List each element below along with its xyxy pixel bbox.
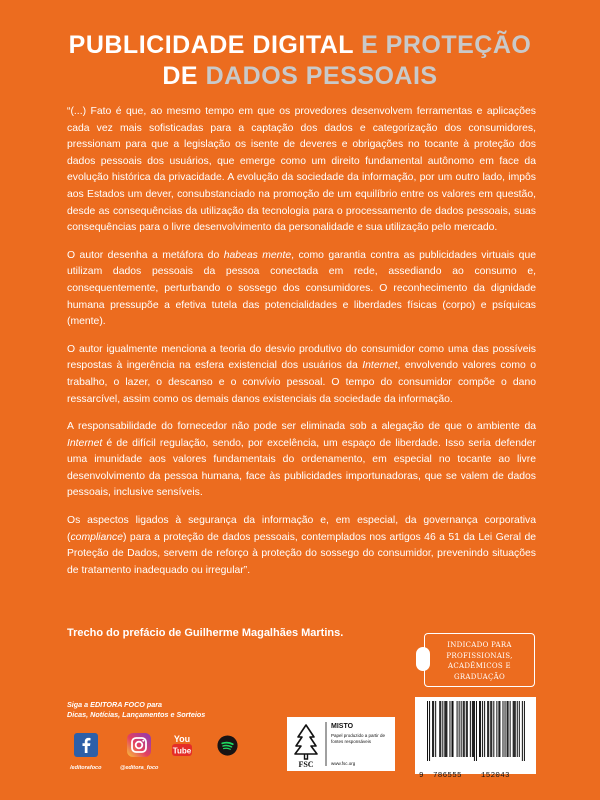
facebook-link[interactable] bbox=[70, 733, 101, 771]
barcode-bars bbox=[415, 697, 536, 761]
barcode-bar bbox=[505, 701, 506, 757]
title-line1-gray: E PROTEÇÃO bbox=[361, 31, 532, 59]
title-line2-white: DE bbox=[162, 62, 199, 90]
barcode-bar bbox=[446, 701, 447, 757]
barcode-bar bbox=[464, 701, 465, 757]
fsc-certification-label bbox=[287, 717, 395, 771]
spotify-link[interactable] bbox=[217, 735, 238, 761]
barcode-digit-lead: 9 bbox=[419, 772, 424, 780]
barcode-bar bbox=[427, 701, 428, 761]
excerpt-credit: Trecho do prefácio de Guilherme Magalhães Martins. bbox=[67, 627, 344, 639]
barcode-bar bbox=[519, 701, 520, 757]
follow-line-2: Dicas, Notícias, Lançamentos e Sorteios bbox=[67, 710, 206, 719]
paragraph-5-italic: compliance bbox=[70, 531, 124, 543]
paragraph-4-text-a: A responsabilidade do fornecedor não pode ser eliminada sob a alegação de que o ambiente da bbox=[67, 421, 536, 433]
youtube-icon bbox=[171, 732, 193, 758]
instagram-icon bbox=[127, 733, 151, 757]
paragraph-5-text-a: Os aspectos ligados à segurança da informação e, em especial, da governança corporativa ( bbox=[67, 515, 536, 543]
svg-text:You: You bbox=[173, 734, 191, 744]
spotify-icon bbox=[217, 735, 238, 756]
barcode-bar bbox=[453, 701, 454, 757]
title-line1-white: PUBLICIDADE DIGITAL bbox=[68, 31, 354, 59]
barcode-bar bbox=[444, 701, 445, 757]
barcode-bar bbox=[496, 701, 497, 757]
paragraph-5 bbox=[67, 513, 536, 579]
follow-text bbox=[67, 700, 205, 720]
facebook-label: /editorafoco bbox=[70, 765, 102, 771]
paragraph-3 bbox=[67, 342, 536, 408]
barcode-bar bbox=[476, 701, 477, 761]
barcode-bar bbox=[435, 701, 436, 757]
barcode-bar bbox=[445, 701, 446, 757]
barcode-bar bbox=[451, 701, 452, 757]
barcode-bar bbox=[490, 701, 491, 757]
barcode-bar bbox=[508, 701, 509, 757]
barcode-group-1: 786555 bbox=[433, 772, 462, 780]
barcode-bar bbox=[522, 701, 523, 761]
barcode-bar bbox=[459, 701, 460, 757]
barcode-bar bbox=[461, 701, 462, 757]
youtube-link[interactable] bbox=[171, 732, 193, 763]
barcode-bar bbox=[449, 701, 450, 757]
paragraph-5-text-b: ) para a proteção de dados pessoais, contemplados nos artigos 46 a 51 da Lei Geral de Proteção de Dados, servem de reforço à proteção do sossego do consumidor, prevenindo situações de tratamento inadequado ou irregular”. bbox=[67, 531, 536, 576]
barcode-bar bbox=[491, 701, 492, 757]
paragraph-1-text: “(...) Fato é que, ao mesmo tempo em que os provedores desenvolvem ferramentas e aplicações cada vez mais sofisticadas para a captação dos dados e categorização dos consumidores, pressionam para que a legislação os isente de deveres e obrigações no tocante à proteção dos dados pessoais dos usuários, que emerge como um direito fundamental autônomo em face da evolução histórica da privacidade. A evolução da sociedade da informação, por um outro lado, impôs aos Estados um dever, consubstanciado na promoção de um equilíbrio entre os valores em questão, desde as consequências da utilização da tecnologia para o processamento de dados pessoais, suas consequências para o livre desenvolvimento da personalidade e sua utilização pelo mercado. bbox=[67, 106, 536, 234]
barcode-bar bbox=[439, 701, 440, 757]
indicado-line-4: GRADUAÇÃO bbox=[453, 672, 506, 681]
indicado-line-2: PROFISSIONAIS, bbox=[446, 651, 513, 660]
barcode-bar bbox=[498, 701, 499, 757]
fsc-description: Papel produzido a partir de fontes responsáveis bbox=[331, 733, 386, 744]
indicado-line-3: ACADÊMICOS E bbox=[448, 662, 511, 670]
barcode-bar bbox=[514, 701, 515, 757]
barcode-bar bbox=[474, 701, 475, 761]
paragraph-3-italic: Internet bbox=[362, 360, 398, 372]
paragraph-2-italic: habeas mente bbox=[223, 249, 292, 261]
barcode-bar bbox=[472, 701, 473, 757]
paragraph-3-text-a: O autor igualmente menciona a teoria do desvio produtivo do consumidor como uma das possíveis respostas à ingerência na esfera existencial dos usuários da bbox=[67, 343, 536, 372]
barcode-bar bbox=[457, 701, 458, 757]
barcode-bar bbox=[499, 701, 500, 757]
indicado-box bbox=[424, 633, 535, 687]
instagram-link[interactable] bbox=[120, 733, 158, 771]
facebook-icon bbox=[74, 733, 98, 757]
barcode-bar bbox=[517, 701, 518, 757]
title-line2-gray: DADOS PESSOAIS bbox=[205, 62, 438, 90]
paragraph-2-text-b: , como garantia contra as publicidades virtuais que utilizam dados pessoais da pessoa conectada em rede, assediando ao consumo e, consequentemente, perturbando o sossego dos consumidores. O reconhecimento da dignidade humana pressupõe a efetiva tutela das potencialidades e liberdades físicas (corpo) e psíquicas (mente). bbox=[67, 249, 537, 328]
barcode-bar bbox=[433, 701, 434, 757]
follow-line-1: Siga a EDITORA FOCO para bbox=[67, 700, 163, 709]
barcode-bar bbox=[440, 701, 441, 757]
barcode-bar bbox=[502, 701, 503, 757]
barcode-bar bbox=[493, 701, 494, 757]
paragraph-4 bbox=[67, 419, 536, 502]
barcode-bar bbox=[432, 701, 433, 757]
barcode-bar bbox=[510, 701, 511, 757]
fsc-site: www.fsc.org bbox=[331, 761, 356, 766]
barcode-bar bbox=[467, 701, 468, 757]
book-title bbox=[0, 30, 600, 92]
barcode-bar bbox=[507, 701, 508, 757]
back-cover-text bbox=[67, 104, 536, 590]
barcode-bar bbox=[484, 701, 485, 757]
fsc-logo-text: FSC bbox=[298, 760, 314, 769]
barcode-bar bbox=[429, 701, 430, 761]
svg-text:Tube: Tube bbox=[172, 746, 192, 756]
barcode-bar bbox=[479, 701, 480, 757]
paragraph-2-text-a: O autor desenha a metáfora do bbox=[67, 249, 224, 261]
isbn-barcode bbox=[415, 697, 536, 780]
paragraph-2 bbox=[67, 248, 536, 331]
barcode-bar bbox=[513, 701, 514, 757]
paragraph-4-text-b: é de difícil regulação, sendo, por excelência, um espaço de liberdade. Isso seria defender uma imunidade aos valores fundamentais do ordenamento, em especial no tocante ao livre desenvolvimento da pessoa humana, face às publicidades importunadoras, que se valem de dados pessoais, inclusive sensíveis. bbox=[67, 437, 536, 499]
paragraph-4-italic: Internet bbox=[67, 437, 103, 449]
fsc-misto-label: MISTO bbox=[331, 723, 354, 730]
barcode-bar bbox=[524, 701, 525, 761]
barcode-bar bbox=[482, 701, 483, 757]
barcode-bar bbox=[463, 701, 464, 757]
barcode-bar bbox=[442, 701, 443, 757]
paragraph-1 bbox=[67, 104, 536, 237]
paragraph-3-text-b: , envolvendo valores como o trabalho, o lazer, o descanso e o convívio pessoal. O tempo do consumidor compõe o dano ressarcível, assim como os demais danos existenciais da sociedade da informação. bbox=[67, 360, 536, 405]
instagram-label: @editora_foco bbox=[120, 765, 159, 771]
barcode-bar bbox=[487, 701, 488, 757]
barcode-bar bbox=[488, 701, 489, 757]
barcode-group-2: 152043 bbox=[481, 772, 510, 780]
barcode-bar bbox=[515, 701, 516, 757]
barcode-bar bbox=[473, 701, 474, 757]
barcode-bar bbox=[466, 701, 467, 757]
barcode-bar bbox=[470, 701, 471, 757]
indicado-line-1: INDICADO PARA bbox=[447, 641, 512, 649]
barcode-bar bbox=[480, 701, 481, 757]
